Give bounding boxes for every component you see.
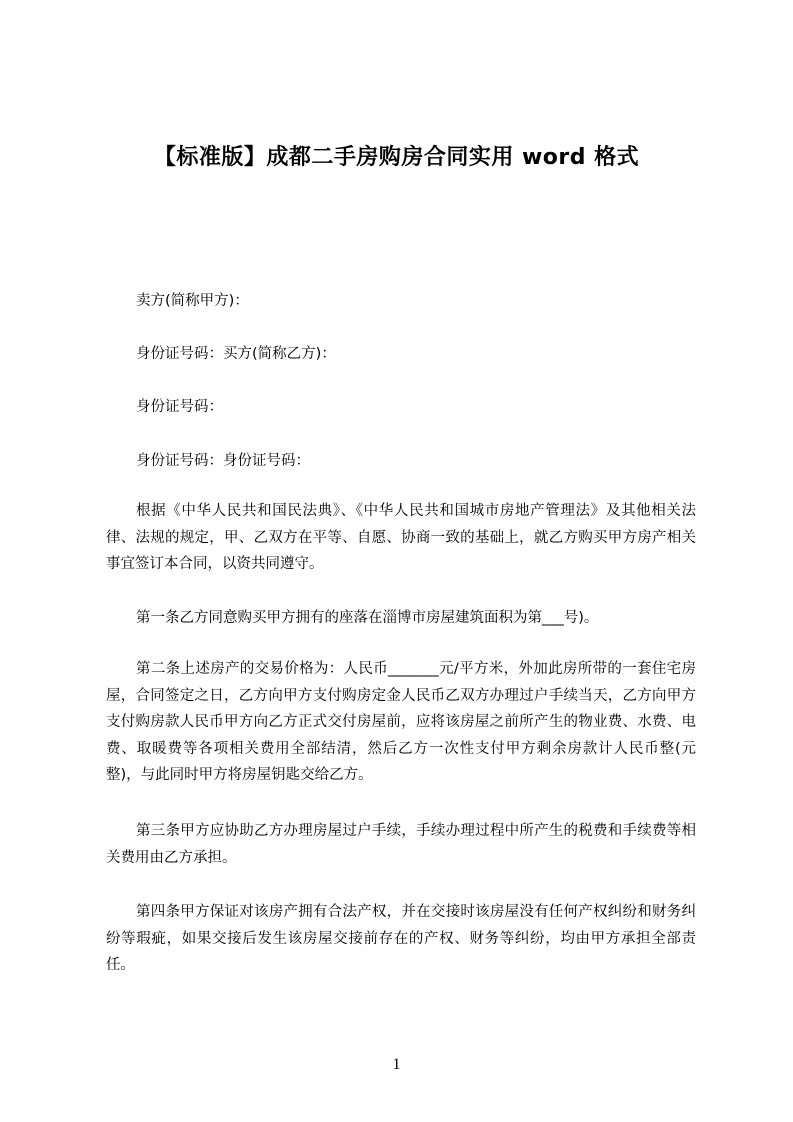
document-title: 【标准版】成都二手房购房合同实用 word 格式 bbox=[153, 145, 640, 170]
article-1-paragraph: 第一条乙方同意购买甲方拥有的座落在淄博市房屋建筑面积为第___号)。 bbox=[136, 610, 599, 626]
article-4-paragraph: 第四条甲方保证对该房产拥有合法产权，并在交接时该房屋没有任何产权纠纷和财务纠纷等瑕疵，如果交接后发生该房屋交接前存在的产权、财务等纠纷，均由甲方承担全部责任。 bbox=[106, 904, 696, 973]
id-number-field: 身份证号码： bbox=[136, 399, 223, 415]
id-number-pair-field: 身份证号码：身份证号码： bbox=[136, 453, 310, 469]
preamble-paragraph: 根据《中华人民共和国民法典》、《中华人民共和国城市房地产管理法》及其他相关法律、法规的规定，甲、乙双方在平等、自愿、协商一致的基础上，就乙方购买甲方房产相关事宜签订本合同，以资共同遵守。 bbox=[106, 503, 696, 572]
seller-field: 卖方(简称甲方)： bbox=[136, 293, 249, 309]
article-3-paragraph: 第三条甲方应协助乙方办理房屋过户手续，手续办理过程中所产生的税费和手续费等相关费用由乙方承担。 bbox=[106, 823, 696, 866]
page-number: 1 bbox=[392, 1056, 401, 1073]
seller-id-buyer-field: 身份证号码：买方(简称乙方)： bbox=[136, 346, 336, 362]
article-2-paragraph: 第二条上述房产的交易价格为：人民币_______元/平方米，外加此房所带的一套住宅房屋，合同签定之日，乙方向甲方支付购房定金人民币乙双方办理过户手续当天，乙方向甲方支付购房款人民币甲方向乙方正式交付房屋前，应将该房屋之前所产生的物业费、水费、电费、取暖费等各项相关费用全部结清，然后乙方一次性支付甲方剩余房款计人民币整(元整)，与此同时甲方将房屋钥匙交给乙方。 bbox=[106, 661, 696, 783]
